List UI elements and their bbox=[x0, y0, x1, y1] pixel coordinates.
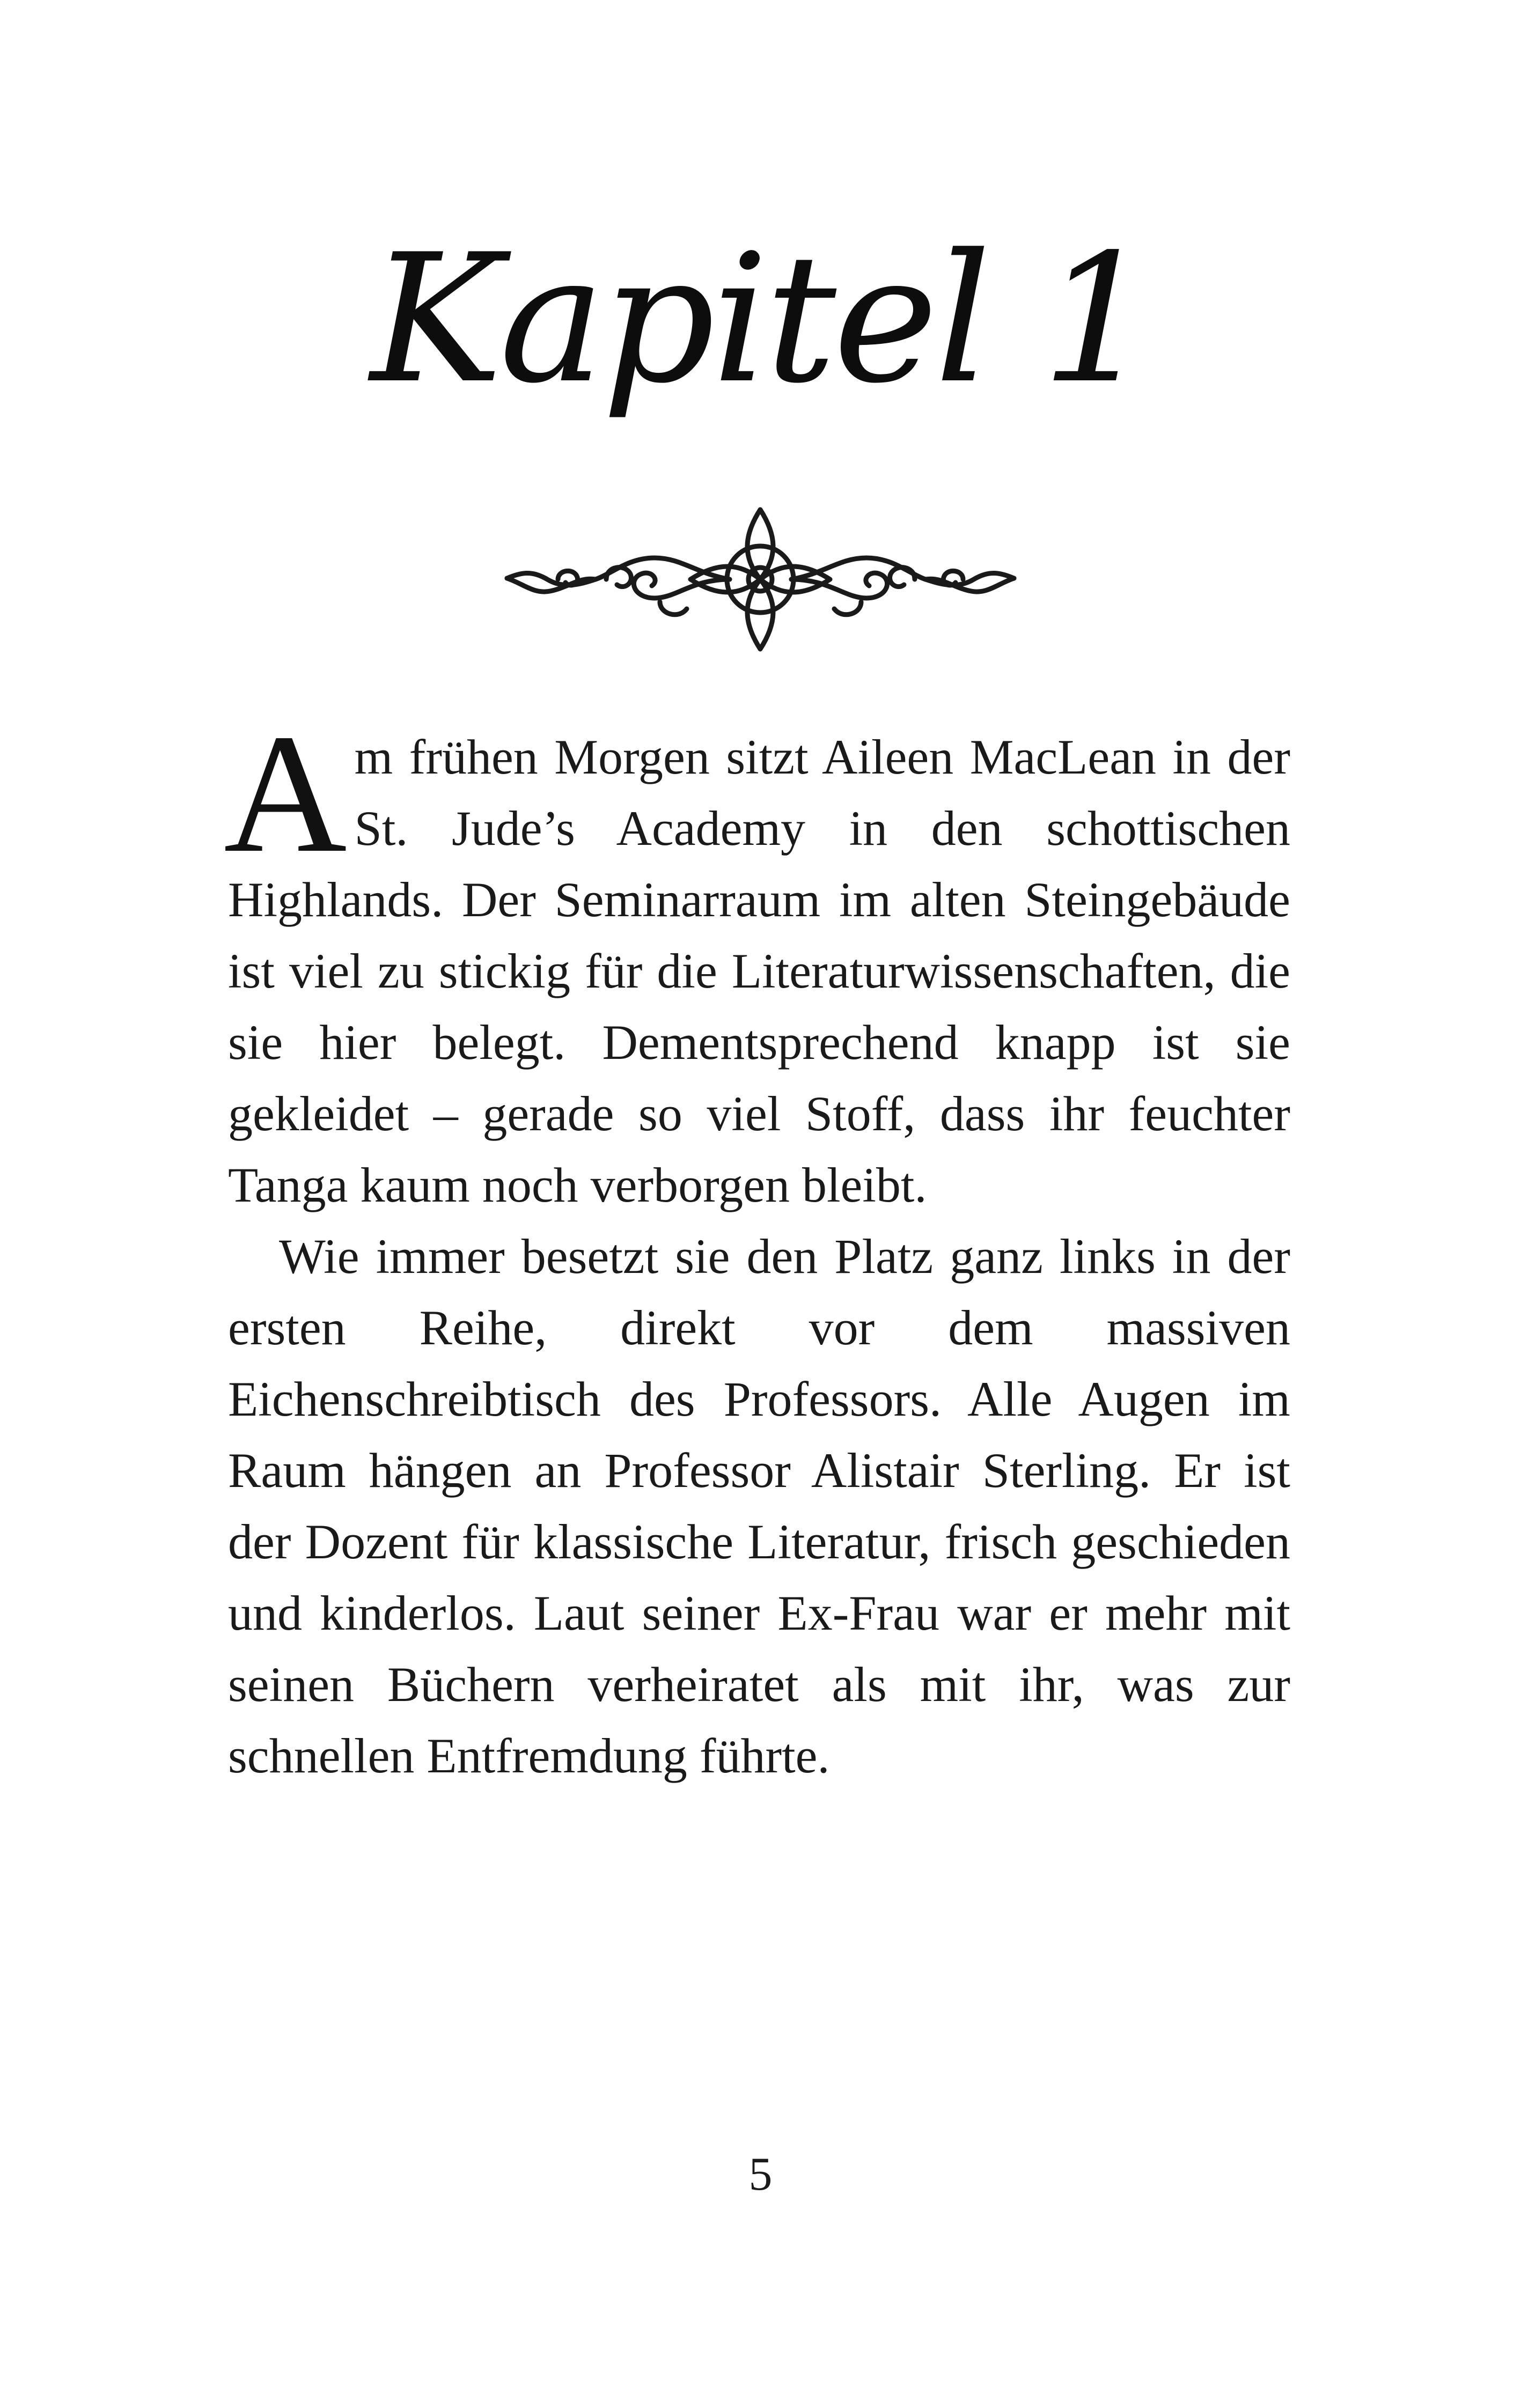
celtic-knot-ornament-icon bbox=[499, 499, 1022, 660]
paragraph-1 bbox=[224, 699, 1290, 1221]
chapter-body-text bbox=[224, 699, 1290, 1792]
drop-cap: A bbox=[224, 699, 347, 888]
page-number: 5 bbox=[748, 2148, 773, 2200]
paragraph-1-text: m frühen Morgen sitzt Aileen MacLean in der St. Jude’s Academy in den schottischen Highlands. Der Seminarraum im alten Steingebäude ist viel zu stickig für die Literaturwissenschaften, die sie hier belegt. Dementsprechend knapp ist sie gekleidet – gerade so viel Stoff, dass ihr feuchter Tanga kaum noch verborgen bleibt. bbox=[228, 730, 1290, 1212]
chapter-title: Kapitel 1 bbox=[370, 216, 1151, 422]
paragraph-2: Wie immer besetzt sie den Platz ganz links in der ersten Reihe, direkt vor dem massiven Eichenschreibtisch des Professors. Alle Augen im Raum hängen an Professor Alistair Sterling. Er ist der Dozent für klassische Literatur, frisch geschieden und kinderlos. Laut seiner Ex-Frau war er mehr mit seinen Büchern verheiratet als mit ihr, was zur schnellen Entfremdung führte. bbox=[228, 1229, 1290, 1783]
